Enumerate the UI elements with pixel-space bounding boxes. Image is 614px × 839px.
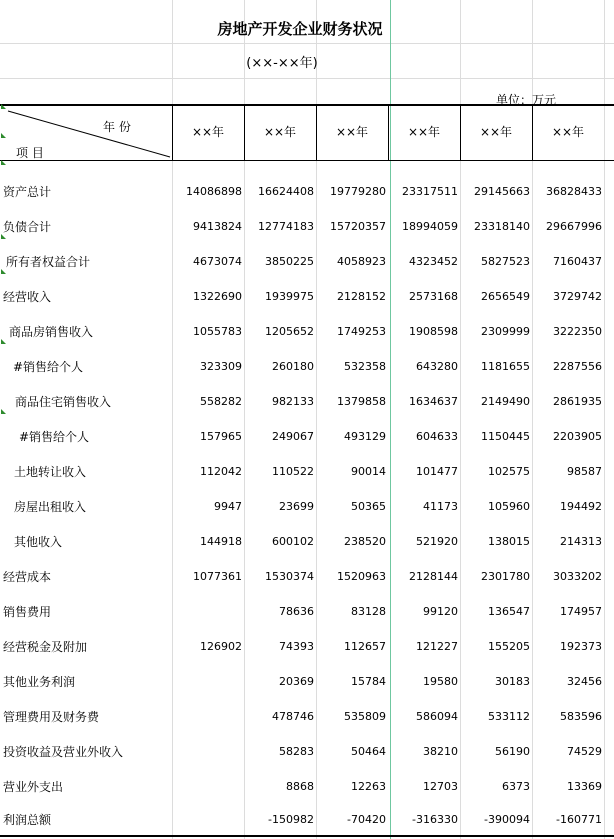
table-row [0,770,614,805]
cell-value[interactable]: 32456 [567,675,602,688]
row-label: 其他业务利润 [3,675,76,689]
row-label: 商品住宅销售收入 [15,395,112,409]
table-row [0,315,614,350]
comment-marker-icon [1,160,6,165]
cell-value[interactable]: 144918 [200,535,242,548]
cell-value[interactable]: 238520 [344,535,386,548]
cell-value[interactable]: 155205 [488,640,530,653]
cell-value[interactable]: 23699 [279,500,314,513]
cell-value[interactable]: 78636 [279,605,314,618]
cell-value[interactable]: -70420 [347,813,386,826]
cell-value[interactable]: 1322690 [193,290,242,303]
table-row [0,630,614,665]
cell-value[interactable]: 5827523 [481,255,530,268]
cell-value[interactable]: 105960 [488,500,530,513]
cell-value[interactable]: 1077361 [193,570,242,583]
table-row [0,595,614,630]
row-label: #销售给个人 [19,430,90,444]
cell-value[interactable]: 74393 [279,640,314,653]
cell-value[interactable]: 18994059 [402,220,458,233]
cell-value[interactable]: 50464 [351,745,386,758]
cell-value[interactable]: 1634637 [409,395,458,408]
table-row [0,525,614,560]
table-row [0,490,614,525]
table-row [0,560,614,595]
table-row [0,420,614,455]
cell-value[interactable]: 4323452 [409,255,458,268]
header-item-label: 项 目 [16,146,44,160]
row-label: 经营税金及附加 [3,640,88,654]
cell-value[interactable]: 2287556 [553,360,602,373]
cell-value[interactable]: 8868 [286,780,314,793]
cell-value[interactable]: 136547 [488,605,530,618]
year-header: ××年 [407,125,441,139]
cell-value[interactable]: 30183 [495,675,530,688]
cell-value[interactable]: 533112 [488,710,530,723]
row-label: 土地转让收入 [14,465,87,479]
cell-value[interactable]: 2301780 [481,570,530,583]
cell-value[interactable]: 4058923 [337,255,386,268]
cell-value[interactable]: 2861935 [553,395,602,408]
cell-value[interactable]: 101477 [416,465,458,478]
comment-marker-icon [1,133,6,138]
year-header: ××年 [263,125,297,139]
cell-value[interactable]: 3222350 [553,325,602,338]
year-header: ××年 [191,125,225,139]
cell-value[interactable]: 643280 [416,360,458,373]
cell-value[interactable]: 112657 [344,640,386,653]
cell-value[interactable]: 2573168 [409,290,458,303]
cell-value[interactable]: 982133 [272,395,314,408]
row-label: 所有者权益合计 [6,255,91,269]
cell-value[interactable]: 1520963 [337,570,386,583]
cell-value[interactable]: 99120 [423,605,458,618]
cell-value[interactable]: 493129 [344,430,386,443]
cell-value[interactable]: 604633 [416,430,458,443]
cell-value[interactable]: 23317511 [402,185,458,198]
row-label: 经营收入 [3,290,52,304]
cell-value[interactable]: 41173 [423,500,458,513]
cell-value[interactable]: 214313 [560,535,602,548]
cell-value[interactable]: 9413824 [193,220,242,233]
row-label: 商品房销售收入 [9,325,94,339]
cell-value[interactable]: 600102 [272,535,314,548]
cell-value[interactable]: 98587 [567,465,602,478]
comment-marker-icon [1,409,6,414]
row-label: 资产总计 [3,185,52,199]
cell-value[interactable]: 12774183 [258,220,314,233]
row-label: 管理费用及财务费 [3,710,100,724]
cell-value[interactable]: 74529 [567,745,602,758]
table-row [0,350,614,385]
cell-value[interactable]: 29145663 [474,185,530,198]
cell-value[interactable]: 1150445 [481,430,530,443]
cell-value[interactable]: 121227 [416,640,458,653]
cell-value[interactable]: 14086898 [186,185,242,198]
cell-value[interactable]: 1908598 [409,325,458,338]
cell-value[interactable]: 583596 [560,710,602,723]
cell-value[interactable]: 2203905 [553,430,602,443]
cell-value[interactable]: 192373 [560,640,602,653]
cell-value[interactable]: 38210 [423,745,458,758]
comment-marker-icon [1,234,6,239]
cell-value[interactable]: 138015 [488,535,530,548]
cell-value[interactable]: 2656549 [481,290,530,303]
cell-value[interactable]: 1749253 [337,325,386,338]
cell-value[interactable]: 15784 [351,675,386,688]
row-label: 投资收益及营业外收入 [3,745,124,759]
comment-marker-icon [1,339,6,344]
cell-value[interactable]: 83128 [351,605,386,618]
cell-value[interactable]: 90014 [351,465,386,478]
unit-label: 单位：万元 [496,93,557,107]
cell-value[interactable]: 194492 [560,500,602,513]
cell-value[interactable]: 260180 [272,360,314,373]
cell-value[interactable]: 19580 [423,675,458,688]
cell-value[interactable]: 174957 [560,605,602,618]
cell-value[interactable]: 19779280 [330,185,386,198]
row-label: 营业外支出 [3,780,64,794]
cell-value[interactable]: 1939975 [265,290,314,303]
table-row [0,175,614,210]
cell-value[interactable]: 2309999 [481,325,530,338]
cell-value[interactable]: 13369 [567,780,602,793]
cell-value[interactable]: 23318140 [474,220,530,233]
cell-value[interactable]: 1181655 [481,360,530,373]
table-row [0,280,614,315]
row-label: 房屋出租收入 [14,500,87,514]
cell-value[interactable]: 521920 [416,535,458,548]
cell-value[interactable]: 6373 [502,780,530,793]
cell-value[interactable]: 58283 [279,745,314,758]
cell-value[interactable]: 4673074 [193,255,242,268]
cell-value[interactable]: 12263 [351,780,386,793]
cell-value[interactable]: 535809 [344,710,386,723]
cell-value[interactable]: -316330 [412,813,458,826]
cell-value[interactable]: 1055783 [193,325,242,338]
cell-value[interactable]: 20369 [279,675,314,688]
year-range-subtitle: (××-××年) [246,56,318,71]
cell-value[interactable]: 110522 [272,465,314,478]
cell-value[interactable]: 157965 [200,430,242,443]
table-row [0,455,614,490]
comment-marker-icon [1,104,6,109]
cell-value[interactable]: 3729742 [553,290,602,303]
cell-value[interactable]: 126902 [200,640,242,653]
cell-value[interactable]: 36828433 [546,185,602,198]
table-row [0,210,614,245]
cell-value[interactable]: 7160437 [553,255,602,268]
table-row [0,700,614,735]
cell-value[interactable]: 9947 [214,500,242,513]
page-title: 房地产开发企业财务状况 [217,20,383,38]
year-header: ××年 [335,125,369,139]
cell-value[interactable]: 2128144 [409,570,458,583]
cell-value[interactable]: 50365 [351,500,386,513]
header-year-label: 年 份 [103,120,131,134]
cell-value[interactable]: 2128152 [337,290,386,303]
cell-value[interactable]: 29667996 [546,220,602,233]
cell-value[interactable]: 112042 [200,465,242,478]
year-header: ××年 [551,125,585,139]
table-row [0,665,614,700]
cell-value[interactable]: 15720357 [330,220,386,233]
cell-value[interactable]: 1530374 [265,570,314,583]
cell-value[interactable]: 102575 [488,465,530,478]
cell-value[interactable]: 586094 [416,710,458,723]
row-label: 其他收入 [14,535,63,549]
cell-value[interactable]: 249067 [272,430,314,443]
table-row [0,803,614,838]
cell-value[interactable]: -150982 [268,813,314,826]
row-label: 销售费用 [3,605,52,619]
row-label: 利润总额 [3,813,52,827]
cell-value[interactable]: 1205652 [265,325,314,338]
row-label: #销售给个人 [13,360,84,374]
cell-value[interactable]: 532358 [344,360,386,373]
comment-marker-icon [1,269,6,274]
cell-value[interactable]: 16624408 [258,185,314,198]
cell-value[interactable]: -160771 [556,813,602,826]
cell-value[interactable]: -390094 [484,813,530,826]
cell-value[interactable]: 478746 [272,710,314,723]
cell-value[interactable]: 56190 [495,745,530,758]
table-row [0,735,614,770]
year-header: ××年 [479,125,513,139]
row-label: 经营成本 [3,570,52,584]
cell-value[interactable]: 1379858 [337,395,386,408]
cell-value[interactable]: 2149490 [481,395,530,408]
cell-value[interactable]: 12703 [423,780,458,793]
table-row [0,385,614,420]
cell-value[interactable]: 323309 [200,360,242,373]
cell-value[interactable]: 558282 [200,395,242,408]
row-label: 负债合计 [3,220,52,234]
header-bottom-border [0,160,614,161]
cell-value[interactable]: 3033202 [553,570,602,583]
cell-value[interactable]: 3850225 [265,255,314,268]
table-row [0,245,614,280]
